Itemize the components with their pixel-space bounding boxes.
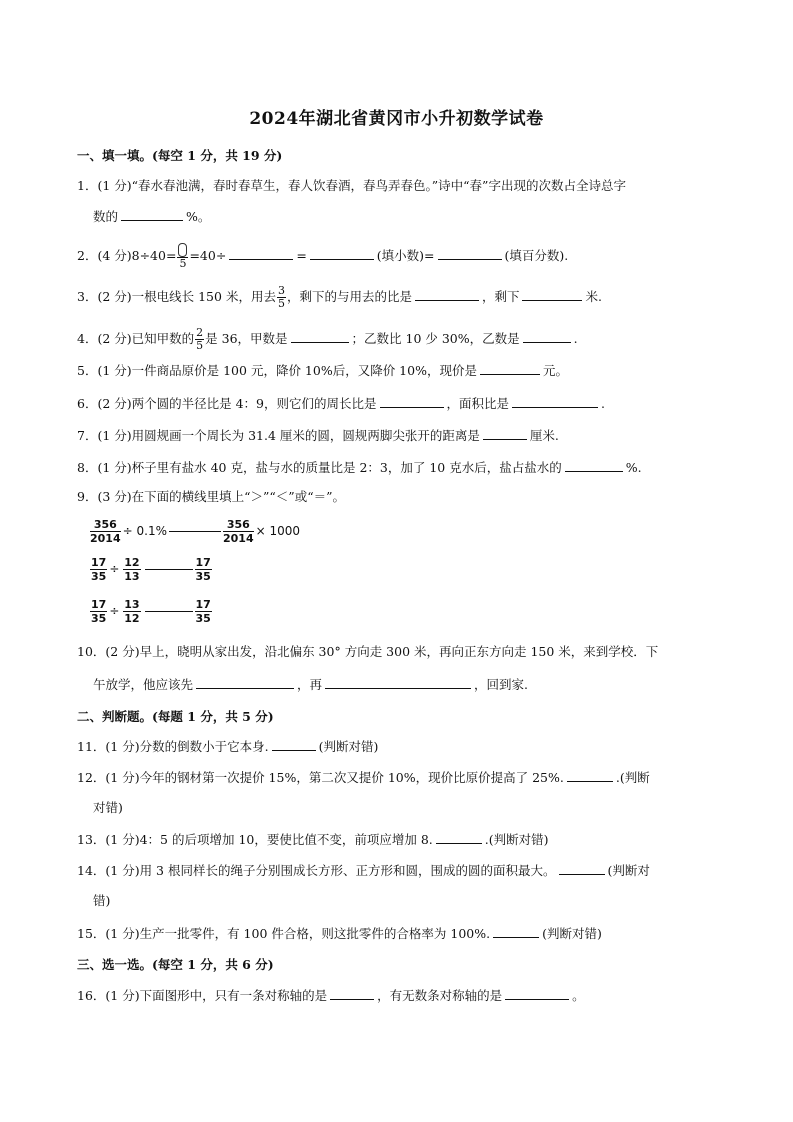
q2-fraction <box>177 243 188 270</box>
q10-text-cont: 午放学，他应该先 <box>93 677 194 692</box>
q2-numerator-box[interactable] <box>178 243 187 257</box>
question-1-cont <box>77 207 738 226</box>
question-3 <box>77 285 722 310</box>
q9r3-b-num: 13 <box>124 598 140 611</box>
q11-blank[interactable] <box>272 737 316 751</box>
q6-suffix: . <box>601 396 606 411</box>
q3-blank-2[interactable] <box>522 287 582 301</box>
q4-suffix: . <box>573 331 578 346</box>
q6-text-mid: ，面积比是 <box>446 396 510 411</box>
q3-text-mid: ，剩下的与用去的比是 <box>286 289 412 304</box>
question-8 <box>77 458 722 477</box>
q9r1-fraction-a <box>90 518 121 545</box>
q9r1-op2: × 1000 <box>255 524 301 538</box>
q4-text-mid2: ；乙数比 10 少 30%，乙数是 <box>351 331 520 346</box>
q12-blank[interactable] <box>567 768 613 782</box>
q9-row-2 <box>90 556 214 583</box>
q16-blank-1[interactable] <box>330 986 374 1000</box>
q14-blank[interactable] <box>559 861 605 875</box>
question-12 <box>77 768 722 787</box>
q9-text: 9．(3 分)在下面的横线里填上“＞”“＜”或“＝”。 <box>77 489 345 504</box>
q12-suffix: .(判断 <box>615 770 650 785</box>
page-title: 2024年湖北省黄冈市小升初数学试卷 <box>249 109 544 129</box>
q16-blank-2[interactable] <box>505 986 569 1000</box>
q9r2-a-den: 35 <box>91 570 107 583</box>
q16-text-mid: ，有无数条对称轴的是 <box>377 988 503 1003</box>
q14-text: 14．(1 分)用 3 根同样长的绳子分别围成长方形、正方形和圆，围成的圆的面积最大。 <box>77 863 556 878</box>
q7-blank[interactable] <box>483 426 527 440</box>
q2-blank-2[interactable] <box>310 246 374 260</box>
q2-blank-3[interactable] <box>438 246 502 260</box>
question-6 <box>77 394 722 413</box>
q9r1-b-den: 2014 <box>222 532 254 545</box>
q12-text: 12．(1 分)今年的钢材第一次提价 15%，第二次又提价 10%，现价比原价提高了 25%. <box>77 770 564 785</box>
q9r2-op: ÷ <box>109 562 120 576</box>
q11-text: 11．(1 分)分数的倒数小于它本身. <box>77 739 269 754</box>
q10-blank-2[interactable] <box>325 675 471 689</box>
q1-answer-blank[interactable] <box>121 207 183 221</box>
q10-text-mid: ，再 <box>297 677 323 692</box>
q4-text-mid: 是 36，甲数是 <box>205 331 288 346</box>
q4-fraction <box>195 327 204 352</box>
question-4 <box>77 327 722 352</box>
question-5 <box>77 361 722 380</box>
q2-text-mid2: (填小数)= <box>376 248 435 263</box>
q2-blank-1[interactable] <box>229 246 293 260</box>
q3-blank-1[interactable] <box>415 287 479 301</box>
q12-text-cont: 对错) <box>93 800 123 815</box>
q9r1-a-den: 2014 <box>90 532 121 545</box>
q4-blank-1[interactable] <box>291 329 349 343</box>
q3-suffix: 米. <box>585 289 602 304</box>
question-9 <box>77 488 722 506</box>
section-heading-multiple-choice: 三、选一选。(每空 1 分，共 6 分) <box>77 957 274 972</box>
q9r3-a-num: 17 <box>91 598 107 611</box>
q2-eq: = <box>296 248 307 263</box>
q1-suffix: %。 <box>186 209 211 224</box>
q6-blank-1[interactable] <box>380 394 444 408</box>
q9r3-c-num: 17 <box>195 598 211 611</box>
q9r1-a-num: 356 <box>90 518 121 532</box>
q8-text: 8．(1 分)杯子里有盐水 40 克，盐与水的质量比是 2：3，加了 10 克水后，盐占盐水的 <box>77 460 562 475</box>
question-12-cont <box>77 799 738 817</box>
q9r1-answer-blank[interactable] <box>169 531 221 532</box>
q1-text-cont: 数的 <box>93 209 119 224</box>
q4-denominator: 5 <box>196 339 204 352</box>
q7-text: 7．(1 分)用圆规画一个周长为 31.4 厘米的圆，圆规两脚尖张开的距离是 <box>77 428 480 443</box>
q9-row-1 <box>90 518 300 545</box>
q9r3-fraction-b <box>123 598 140 625</box>
q11-suffix: (判断对错) <box>318 739 379 754</box>
q9r2-b-num: 12 <box>124 556 140 569</box>
q10-suffix: ，回到家. <box>474 677 529 692</box>
q9r1-fraction-b <box>223 518 254 545</box>
q9r2-fraction-c <box>195 556 212 583</box>
q9r3-fraction-c <box>195 598 212 625</box>
section-heading-true-false: 二、判断题。(每题 1 分，共 5 分) <box>77 709 274 724</box>
q6-blank-2[interactable] <box>512 394 598 408</box>
question-2 <box>77 243 722 270</box>
question-14 <box>77 861 722 880</box>
q3-denominator: 5 <box>277 297 285 310</box>
q3-numerator: 3 <box>277 284 285 297</box>
question-16 <box>77 986 722 1005</box>
q9r3-fraction-a <box>90 598 107 625</box>
q2-suffix: (填百分数). <box>504 248 569 263</box>
q5-blank[interactable] <box>480 361 540 375</box>
question-10-cont <box>77 675 738 694</box>
question-13 <box>77 830 722 849</box>
q9r2-fraction-b <box>123 556 140 583</box>
q7-suffix: 厘米. <box>529 428 559 443</box>
q16-suffix: 。 <box>572 988 585 1003</box>
question-1 <box>77 177 722 195</box>
q4-numerator: 2 <box>196 326 204 339</box>
q9-row-3 <box>90 598 214 625</box>
q16-text: 16．(1 分)下面图形中，只有一条对称轴的是 <box>77 988 328 1003</box>
q5-suffix: 元。 <box>542 363 568 378</box>
q4-text: 4．(2 分)已知甲数的 <box>77 331 195 346</box>
q9r3-c-den: 35 <box>195 612 211 625</box>
q3-fraction <box>277 285 286 310</box>
q14-text-cont: 错) <box>93 893 111 908</box>
q8-suffix: %. <box>625 460 642 475</box>
q9r2-b-den: 13 <box>124 570 140 583</box>
q9r2-answer-blank[interactable] <box>145 569 193 570</box>
q2-text-mid: =40÷ <box>189 248 227 263</box>
q9r3-op: ÷ <box>109 604 120 618</box>
q2-denominator: 5 <box>179 257 187 270</box>
q10-blank-1[interactable] <box>196 675 294 689</box>
q9r1-b-num: 356 <box>223 518 254 532</box>
question-14-cont <box>77 892 738 910</box>
q14-suffix: (判断对 <box>607 863 650 878</box>
q15-text: 15．(1 分)生产一批零件，有 100 件合格，则这批零件的合格率为 100%. <box>77 926 491 941</box>
q8-blank[interactable] <box>565 458 623 472</box>
section-heading-fill-in: 一、填一填。(每空 1 分，共 19 分) <box>77 148 283 163</box>
q9r2-c-num: 17 <box>195 556 211 569</box>
question-7 <box>77 426 722 445</box>
q9r2-fraction-a <box>90 556 107 583</box>
q9r3-a-den: 35 <box>91 612 107 625</box>
question-10 <box>77 643 722 661</box>
q3-text-mid2: ，剩下 <box>481 289 520 304</box>
q13-suffix: .(判断对错) <box>484 832 549 847</box>
q15-suffix: (判断对错) <box>542 926 602 941</box>
q4-blank-2[interactable] <box>523 329 571 343</box>
q5-text: 5．(1 分)一件商品原价是 100 元，降价 10%后，又降价 10%，现价是 <box>77 363 477 378</box>
q9r2-c-den: 35 <box>195 570 211 583</box>
q13-text: 13．(1 分)4：5 的后项增加 10，要使比值不变，前项应增加 8. <box>77 832 433 847</box>
q13-blank[interactable] <box>436 830 482 844</box>
q9r3-b-den: 12 <box>124 612 140 625</box>
q1-text: 1．(1 分)“春水春池满，春时春草生，春人饮春酒，春鸟弄春色。”诗中“春”字出现的次数占全诗总字 <box>77 178 626 193</box>
question-11 <box>77 737 722 756</box>
question-15 <box>77 924 722 943</box>
q6-text: 6．(2 分)两个圆的半径比是 4：9，则它们的周长比是 <box>77 396 377 411</box>
q2-text: 2．(4 分)8÷40= <box>77 248 177 263</box>
q9r3-answer-blank[interactable] <box>145 611 193 612</box>
q9r1-op1: ÷ 0.1% <box>122 524 167 538</box>
q9r2-a-num: 17 <box>91 556 107 569</box>
q10-text: 10．(2 分)早上，晓明从家出发，沿北偏东 30° 方向走 300 米，再向正东方向走 150 米，来到学校．下 <box>77 644 659 659</box>
q15-blank[interactable] <box>493 924 539 938</box>
q3-text: 3．(2 分)一根电线长 150 米，用去 <box>77 289 276 304</box>
